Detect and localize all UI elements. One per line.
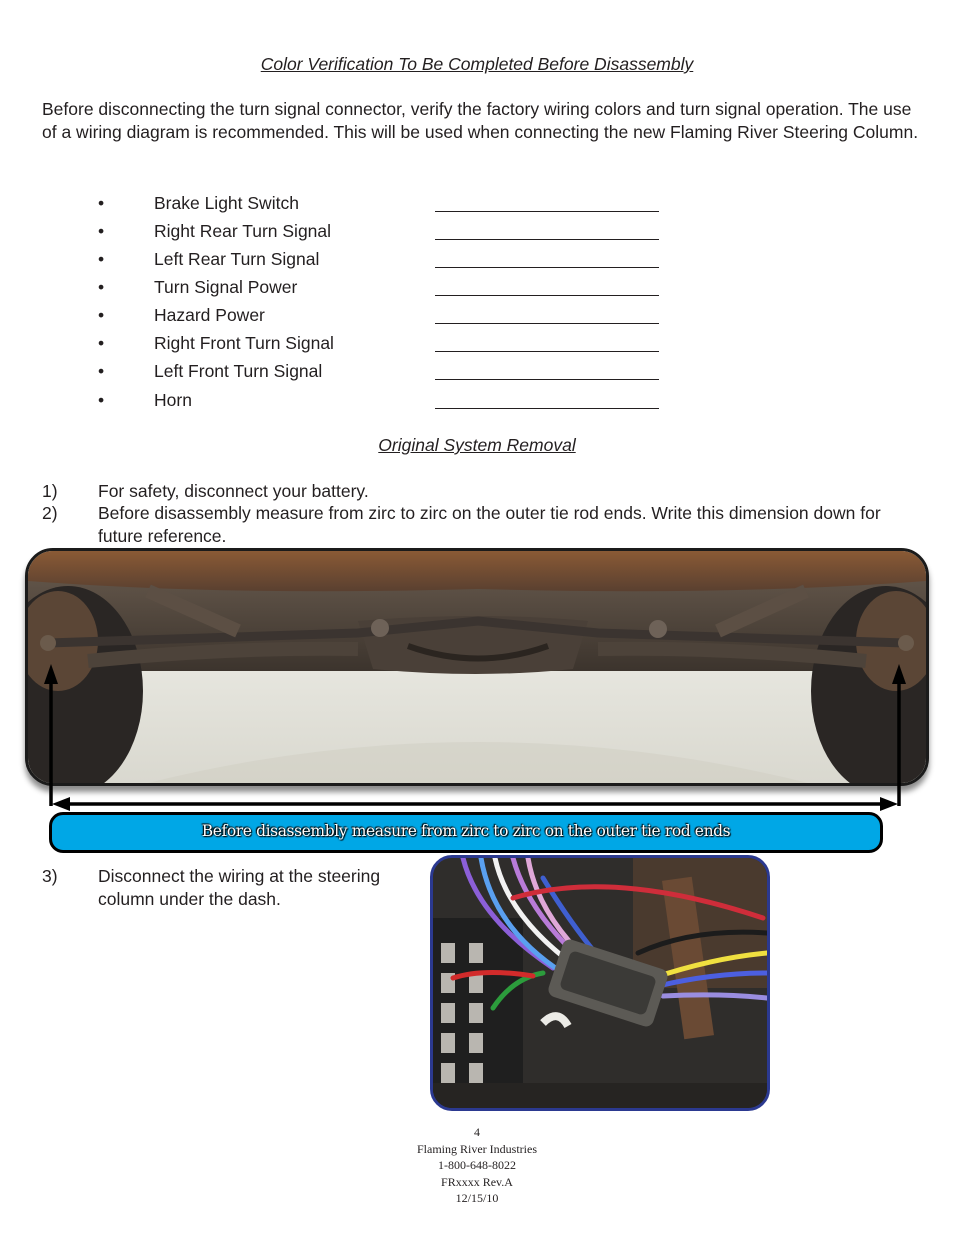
- tie-rod-photo: [25, 548, 929, 786]
- page-footer: [0, 1124, 954, 1207]
- fill-in-line: [435, 323, 659, 324]
- checklist-label: Right Front Turn Signal: [154, 333, 334, 353]
- checklist-label: Horn: [154, 390, 192, 410]
- page-number: 4: [474, 1125, 480, 1139]
- checklist-label: Hazard Power: [154, 305, 265, 325]
- fill-in-line: [435, 379, 659, 380]
- step-text: Disconnect the wiring at the steering column under the dash.: [98, 866, 381, 909]
- wiring-connector-photo: [430, 855, 770, 1111]
- checklist-row: [0, 333, 954, 357]
- step-number: 1): [42, 481, 58, 501]
- measurement-callout: [49, 812, 883, 853]
- intro-paragraph: Before disconnecting the turn signal connector, verify the factory wiring colors and turn signal operation. The use of a wiring diagram is recommended. This will be used when connecting the new Flaming River Steering Column.: [42, 99, 919, 142]
- checklist-label: Right Rear Turn Signal: [154, 221, 332, 241]
- document-id: FRxxxx Rev.A: [441, 1174, 513, 1189]
- checklist-row: [0, 193, 954, 217]
- fill-in-line: [435, 211, 659, 212]
- checklist-label: Brake Light Switch: [154, 193, 299, 213]
- checklist-row: [0, 361, 954, 385]
- bullet: •: [98, 333, 105, 353]
- step-number: 3): [42, 866, 58, 886]
- system-removal-heading: Original System Removal: [378, 435, 576, 455]
- step-text: For safety, disconnect your battery.: [98, 481, 369, 501]
- step-number: 2): [42, 503, 58, 523]
- callout-text: Before disassembly measure from zirc to zirc on the outer tie rod ends: [201, 822, 731, 840]
- phone-number: 1-800-648-8022: [438, 1158, 516, 1172]
- checklist-row: [0, 277, 954, 301]
- bullet: •: [98, 277, 105, 297]
- checklist-row: [0, 249, 954, 273]
- bullet: •: [98, 193, 105, 213]
- checklist-label: Left Rear Turn Signal: [154, 249, 320, 269]
- fill-in-line: [435, 295, 659, 296]
- bullet: •: [98, 361, 105, 381]
- step-text: Before disassembly measure from zirc to zirc on the outer tie rod ends. Write this dimension down for future reference.: [98, 503, 881, 546]
- checklist-label: Turn Signal Power: [154, 277, 298, 297]
- bullet: •: [98, 221, 105, 241]
- fill-in-line: [435, 239, 659, 240]
- fill-in-line: [435, 267, 659, 268]
- bullet: •: [98, 249, 105, 269]
- checklist-row: [0, 390, 954, 414]
- color-verification-heading: Color Verification To Be Completed Before Disassembly: [260, 54, 694, 74]
- fill-in-line: [435, 351, 659, 352]
- document-date: 12/15/10: [455, 1191, 499, 1205]
- company-name: Flaming River Industries: [417, 1141, 537, 1156]
- bullet: •: [98, 390, 105, 410]
- bullet: •: [98, 305, 105, 325]
- checklist-label: Left Front Turn Signal: [154, 361, 323, 381]
- fill-in-line: [435, 408, 659, 409]
- checklist-row: [0, 305, 954, 329]
- checklist-row: [0, 221, 954, 245]
